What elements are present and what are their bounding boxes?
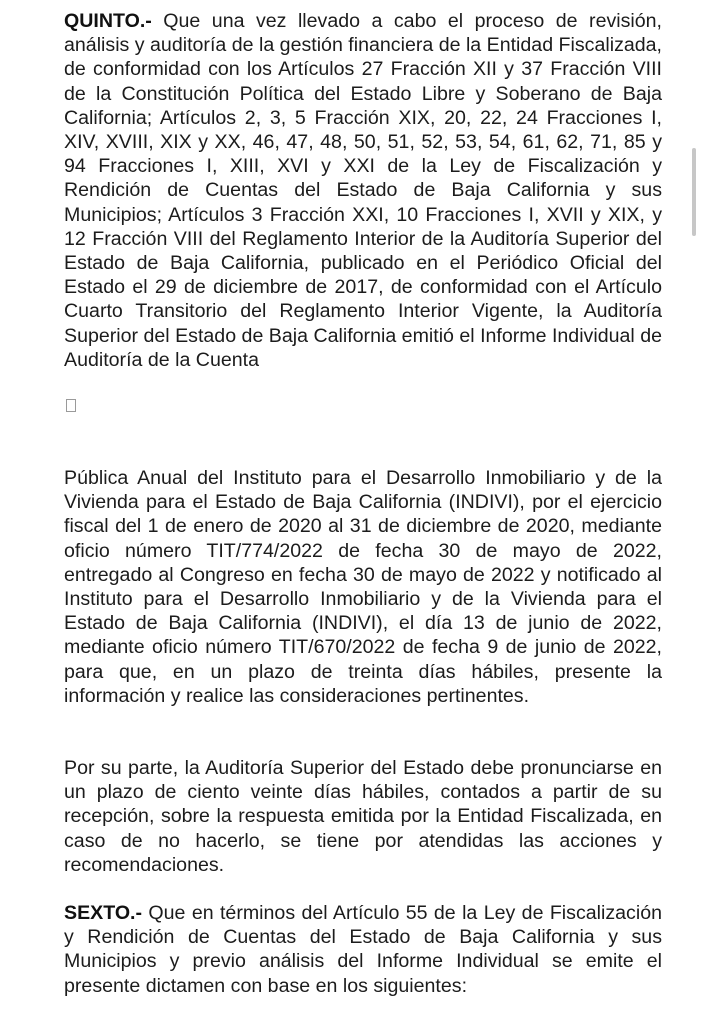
quinto-heading: QUINTO.- (64, 10, 152, 32)
paragraph-quinto (64, 9, 662, 372)
scrollbar-thumb[interactable] (692, 148, 696, 236)
missing-glyph-icon (66, 399, 76, 412)
paragraph-sexto (64, 901, 662, 998)
quinto-text: Que una vez llevado a cabo el proceso de revisión, análisis y auditoría de la gestión financiera de la Entidad Fiscalizada, de conformidad con los Artículos 27 Fracción XII y 37 Fracción VIII de la Constitución Política del Estado Libre y Soberano de Baja California; Artículos 2, 3, 5 Fracción XIX, 20, 22, 24 Fracciones I, XIV, XVIII, XIX y XX, 46, 47, 48, 50, 51, 52, 53, 54, 61, 62, 71, 85 y 94 Fracciones I, XIII, XVI y XXI de la Ley de Fiscalización y Rendición de Cuentas del Estado de Baja California y sus Municipios; Artículos 3 Fracción XXI, 10 Fracciones I, XVII y XIX, y 12 Fracción VIII del Reglamento Interior de la Auditoría Superior del Estado de Baja California, publicado en el Periódico Oficial del Estado el 29 de diciembre de 2017, de conformidad con el Artículo Cuarto Transitorio del Reglamento Interior Vigente, la Auditoría Superior del Estado de Baja California emitió el Informe Individual de Auditoría de la Cuenta (64, 10, 662, 371)
sexto-heading: SEXTO.- (64, 902, 143, 924)
paragraph-continuation: Pública Anual del Instituto para el Desarrollo Inmobiliario y de la Vivienda para el Estado de Baja California (INDIVI), por el ejercicio fiscal del 1 de enero de 2020 al 31 de diciembre de 2020, mediante oficio número TIT/774/2022 de fecha 30 de mayo de 2022, entregado al Congreso en fecha 30 de mayo de 2022 y notificado al Instituto para el Desarrollo Inmobiliario y de la Vivienda para el Estado de Baja California (INDIVI), el día 13 de junio de 2022, mediante oficio número TIT/670/2022 de fecha 9 de junio de 2022, para que, en un plazo de treinta días hábiles, presente la información y realice las consideraciones pertinentes. (64, 467, 662, 707)
paragraph-por-su-parte: Por su parte, la Auditoría Superior del Estado debe pronunciarse en un plazo de ciento veinte días hábiles, contados a partir de su recepción, sobre la respuesta emitida por la Entidad Fiscalizada, en caso de no hacerlo, se tiene por atendidas las acciones y recomendaciones. (64, 757, 662, 876)
sexto-text: Que en términos del Artículo 55 de la Ley de Fiscalización y Rendición de Cuentas del Estado de Baja California y sus Municipios y previo análisis del Informe Individual se emite el presente dictamen con base en los siguientes: (64, 902, 662, 997)
